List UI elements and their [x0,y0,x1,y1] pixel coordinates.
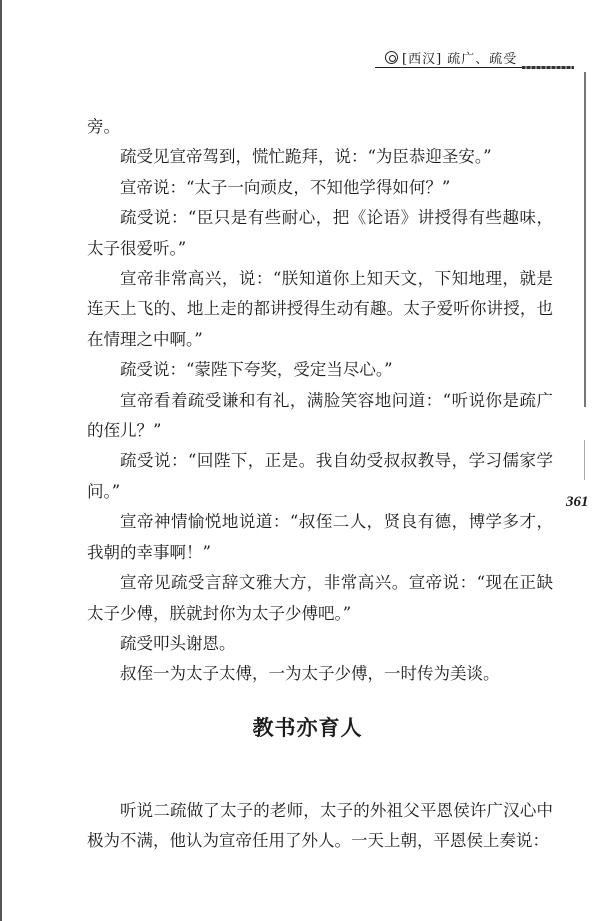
paragraph: 宣帝见疏受言辞文雅大方，非常高兴。宣帝说：“现在正缺太子少傅，朕就封你为太子少傅吧。” [87,573,553,623]
paragraph: 疏受说：“回陛下，正是。我自幼受叔叔教导，学习儒家学问。” [87,451,553,501]
page-binding-edge [0,0,2,921]
margin-bar [584,72,586,407]
paragraph: 疏受说：“蒙陛下夸奖，受定当尽心。” [120,360,393,380]
page-number: 361 [566,494,589,510]
paragraph: 疏受说：“臣只是有些耐心，把《论语》讲授得有些趣味，太子很爱听。” [87,208,553,258]
header-rule-ornament [522,66,574,69]
section-body-text [87,796,553,857]
paragraph: 旁。 [87,117,120,136]
section-title: 教书亦育人 [252,716,363,740]
paragraph: 宣帝神情愉悦地说道：“叔侄二人，贤良有德，博学多才，我朝的幸事啊！” [87,512,553,562]
paragraph: 疏受叩头谢恩。 [120,633,236,653]
paragraph: 叔侄一为太子太傅，一为太子少傅，一时传为美谈。 [120,664,500,684]
paragraph: 宣帝非常高兴，说：“朕知道你上知天文，下知地理，就是连天上飞的、地上走的都讲授得生动有趣。太子爱听你讲授，也在情理之中啊。” [87,269,553,349]
running-header [385,48,517,67]
paragraph: 宣帝看着疏受谦和有礼，满脸笑容地问道：“听说你是疏广的侄儿？” [87,390,553,441]
paragraph: 听说二疏做了太子的老师，太子的外祖父平恩侯许广汉心中极为不满，他认为宣帝任用了外人。一天上朝，平恩侯上奏说： [87,801,553,851]
circle-ornament-icon [385,51,398,64]
paragraph: 宣帝说：“太子一向顽皮，不知他学得如何？” [120,177,451,197]
running-header-title: [西汉] 疏广、疏受 [402,52,518,67]
body-text [87,112,553,690]
margin-bar-lower [584,440,585,480]
paragraph: 疏受见宣帝驾到，慌忙跪拜，说：“为臣恭迎圣安。” [120,147,492,167]
